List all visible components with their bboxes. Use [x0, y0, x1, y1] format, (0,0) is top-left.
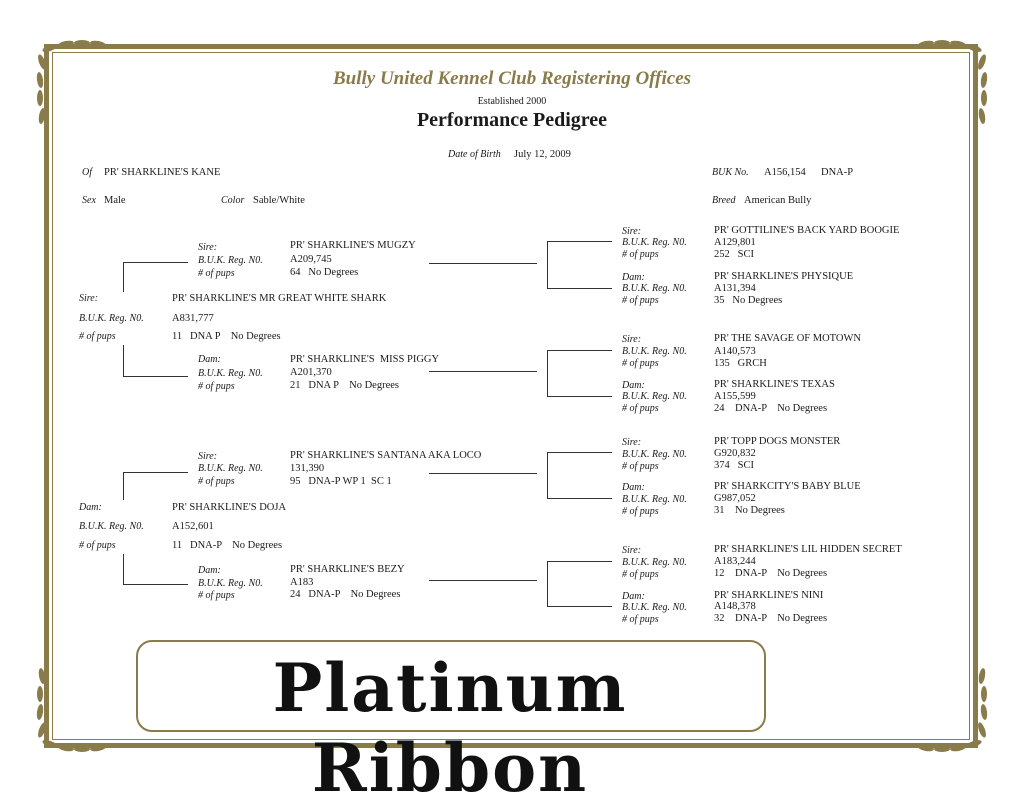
gen1-dam-label: Dam:	[79, 502, 102, 513]
gen3-dss-pups: 374 SCI	[714, 460, 754, 471]
buk-label: BUK No.	[712, 167, 749, 178]
gen3-dds-pups-label: # of pups	[622, 569, 659, 580]
gen1-sire-pups-label: # of pups	[79, 331, 116, 342]
gen3-dds-reg-label: B.U.K. Reg. N0.	[622, 557, 687, 568]
gen3-dss-name: PR' TOPP DOGS MONSTER	[714, 436, 841, 447]
gen2-sd-label: Dam:	[198, 354, 221, 365]
gen3-sdd-pups-label: # of pups	[622, 403, 659, 414]
gen2-dd-name: PR' SHARKLINE'S BEZY	[290, 564, 405, 575]
dob-value: July 12, 2009	[514, 149, 571, 160]
bracket-line	[547, 606, 612, 607]
gen3-dsd-pups: 31 No Degrees	[714, 505, 785, 516]
gen2-ds-reg-label: B.U.K. Reg. N0.	[198, 463, 263, 474]
gen2-ds-pups: 95 DNA-P WP 1 SC 1	[290, 476, 392, 487]
color-label: Color	[221, 195, 245, 206]
breed-label: Breed	[712, 195, 736, 206]
gen2-sd-pups-label: # of pups	[198, 381, 235, 392]
dob-label: Date of Birth	[448, 149, 501, 160]
gen2-ss-reg-label: B.U.K. Reg. N0.	[198, 255, 263, 266]
gen3-dds-name: PR' SHARKLINE'S LIL HIDDEN SECRET	[714, 544, 902, 555]
gen2-ss-pups-label: # of pups	[198, 268, 235, 279]
gen1-sire-name: PR' SHARKLINE'S MR GREAT WHITE SHARK	[172, 293, 387, 304]
gen2-dd-pups-label: # of pups	[198, 590, 235, 601]
gen3-dsd-reg: G987,052	[714, 493, 756, 504]
breed-value: American Bully	[744, 195, 812, 206]
buk-value: A156,154	[764, 167, 806, 178]
gen3-sds-pups-label: # of pups	[622, 358, 659, 369]
gen3-sds-reg-label: B.U.K. Reg. N0.	[622, 346, 687, 357]
gen3-dsd-name: PR' SHARKCITY'S BABY BLUE	[714, 481, 861, 492]
gen3-dss-label: Sire:	[622, 437, 642, 448]
bracket-line	[547, 498, 612, 499]
gen3-ddd-label: Dam:	[622, 591, 645, 602]
gen3-sds-name: PR' THE SAVAGE OF MOTOWN	[714, 333, 861, 344]
office-heading: Bully United Kennel Club Registering Offices	[332, 68, 692, 89]
bracket-line	[547, 452, 548, 498]
bracket-line	[429, 263, 537, 264]
buk-dna: DNA-P	[821, 167, 854, 178]
gen3-ssd-pups: 35 No Degrees	[714, 295, 783, 306]
gen1-sire-reg: A831,777	[172, 313, 214, 324]
bracket-line	[547, 561, 612, 562]
bracket-line	[547, 241, 548, 288]
page-title: Performance Pedigree	[416, 109, 608, 131]
bracket-line	[123, 584, 188, 585]
gen2-ds-label: Sire:	[198, 451, 218, 462]
gen3-ssd-reg: A131,394	[714, 283, 756, 294]
gen1-sire-label: Sire:	[79, 293, 99, 304]
gen3-ssd-name: PR' SHARKLINE'S PHYSIQUE	[714, 271, 854, 282]
gen2-ds-name: PR' SHARKLINE'S SANTANA AKA LOCO	[290, 450, 482, 461]
bracket-line	[123, 376, 188, 377]
sex-label: Sex	[82, 195, 96, 206]
established-text: Established 2000	[477, 96, 547, 107]
ribbon-text: Platinum Ribbon	[272, 649, 628, 807]
gen2-dd-pups: 24 DNA-P No Degrees	[290, 589, 401, 600]
gen3-ddd-name: PR' SHARKLINE'S NINI	[714, 590, 824, 601]
gen3-sss-reg-label: B.U.K. Reg. N0.	[622, 237, 687, 248]
gen3-dsd-label: Dam:	[622, 482, 645, 493]
gen3-dsd-reg-label: B.U.K. Reg. N0.	[622, 494, 687, 505]
gen1-sire-reg-label: B.U.K. Reg. N0.	[79, 313, 144, 324]
sex-value: Male	[104, 195, 126, 206]
bracket-line	[123, 472, 188, 473]
gen3-sss-label: Sire:	[622, 226, 642, 237]
laurel-icon	[884, 648, 994, 758]
bracket-line	[547, 452, 612, 453]
dog-name: PR' SHARKLINE'S KANE	[104, 167, 221, 178]
gen3-dss-reg: G920,832	[714, 448, 756, 459]
gen3-sss-pups: 252 SCI	[714, 249, 754, 260]
laurel-icon	[30, 648, 140, 758]
bracket-line	[547, 350, 548, 396]
gen1-dam-reg: A152,601	[172, 521, 214, 532]
gen3-dds-pups: 12 DNA-P No Degrees	[714, 568, 828, 579]
bracket-line	[547, 396, 612, 397]
bracket-line	[123, 554, 124, 584]
gen3-dds-label: Sire:	[622, 545, 642, 556]
bracket-line	[123, 472, 124, 500]
gen3-sss-reg: A129,801	[714, 237, 756, 248]
gen2-sd-reg: A201,370	[290, 367, 332, 378]
gen2-sd-pups: 21 DNA P No Degrees	[290, 380, 399, 391]
bracket-line	[429, 473, 537, 474]
bracket-line	[123, 262, 188, 263]
gen1-dam-name: PR' SHARKLINE'S DOJA	[172, 502, 287, 513]
of-label: Of	[82, 167, 92, 178]
gen2-sd-reg-label: B.U.K. Reg. N0.	[198, 368, 263, 379]
gen3-sdd-label: Dam:	[622, 380, 645, 391]
bracket-line	[123, 345, 124, 376]
gen2-ss-name: PR' SHARKLINE'S MUGZY	[290, 240, 416, 251]
bracket-line	[123, 262, 124, 292]
gen3-sdd-reg-label: B.U.K. Reg. N0.	[622, 391, 687, 402]
gen1-dam-pups-label: # of pups	[79, 540, 116, 551]
bracket-line	[547, 241, 612, 242]
bracket-line	[547, 561, 548, 606]
gen3-dsd-pups-label: # of pups	[622, 506, 659, 517]
gen3-dds-reg: A183,244	[714, 556, 756, 567]
gen1-dam-pups: 11 DNA-P No Degrees	[172, 540, 283, 551]
gen2-dd-reg-label: B.U.K. Reg. N0.	[198, 578, 263, 589]
gen3-dss-pups-label: # of pups	[622, 461, 659, 472]
gen3-ddd-pups: 32 DNA-P No Degrees	[714, 613, 828, 624]
bracket-line	[429, 580, 537, 581]
gen1-dam-reg-label: B.U.K. Reg. N0.	[79, 521, 144, 532]
bracket-line	[429, 371, 537, 372]
gen3-ddd-pups-label: # of pups	[622, 614, 659, 625]
gen3-sss-pups-label: # of pups	[622, 249, 659, 260]
gen2-ss-pups: 64 No Degrees	[290, 267, 359, 278]
gen3-ssd-reg-label: B.U.K. Reg. N0.	[622, 283, 687, 294]
gen3-ssd-pups-label: # of pups	[622, 295, 659, 306]
gen3-ssd-label: Dam:	[622, 272, 645, 283]
gen3-ddd-reg-label: B.U.K. Reg. N0.	[622, 602, 687, 613]
gen3-sdd-pups: 24 DNA-P No Degrees	[714, 403, 828, 414]
bracket-line	[547, 350, 612, 351]
gen2-ss-label: Sire:	[198, 242, 218, 253]
gen3-dss-reg-label: B.U.K. Reg. N0.	[622, 449, 687, 460]
gen3-sdd-reg: A155,599	[714, 391, 756, 402]
gen2-ds-reg: 131,390	[290, 463, 325, 474]
gen3-sss-name: PR' GOTTILINE'S BACK YARD BOOGIE	[714, 225, 900, 236]
certificate-inner-frame	[52, 52, 970, 740]
gen2-dd-label: Dam:	[198, 565, 221, 576]
color-value: Sable/White	[253, 195, 305, 206]
gen3-sds-label: Sire:	[622, 334, 642, 345]
gen3-sds-reg: A140,573	[714, 346, 756, 357]
gen3-sdd-name: PR' SHARKLINE'S TEXAS	[714, 379, 835, 390]
gen2-ds-pups-label: # of pups	[198, 476, 235, 487]
gen2-dd-reg: A183	[290, 577, 314, 588]
gen1-sire-pups: 11 DNA P No Degrees	[172, 331, 281, 342]
bracket-line	[547, 288, 612, 289]
gen3-ddd-reg: A148,378	[714, 601, 756, 612]
gen2-ss-reg: A209,745	[290, 254, 332, 265]
gen3-sds-pups: 135 GRCH	[714, 358, 767, 369]
gen2-sd-name: PR' SHARKLINE'S MISS PIGGY	[290, 354, 440, 365]
